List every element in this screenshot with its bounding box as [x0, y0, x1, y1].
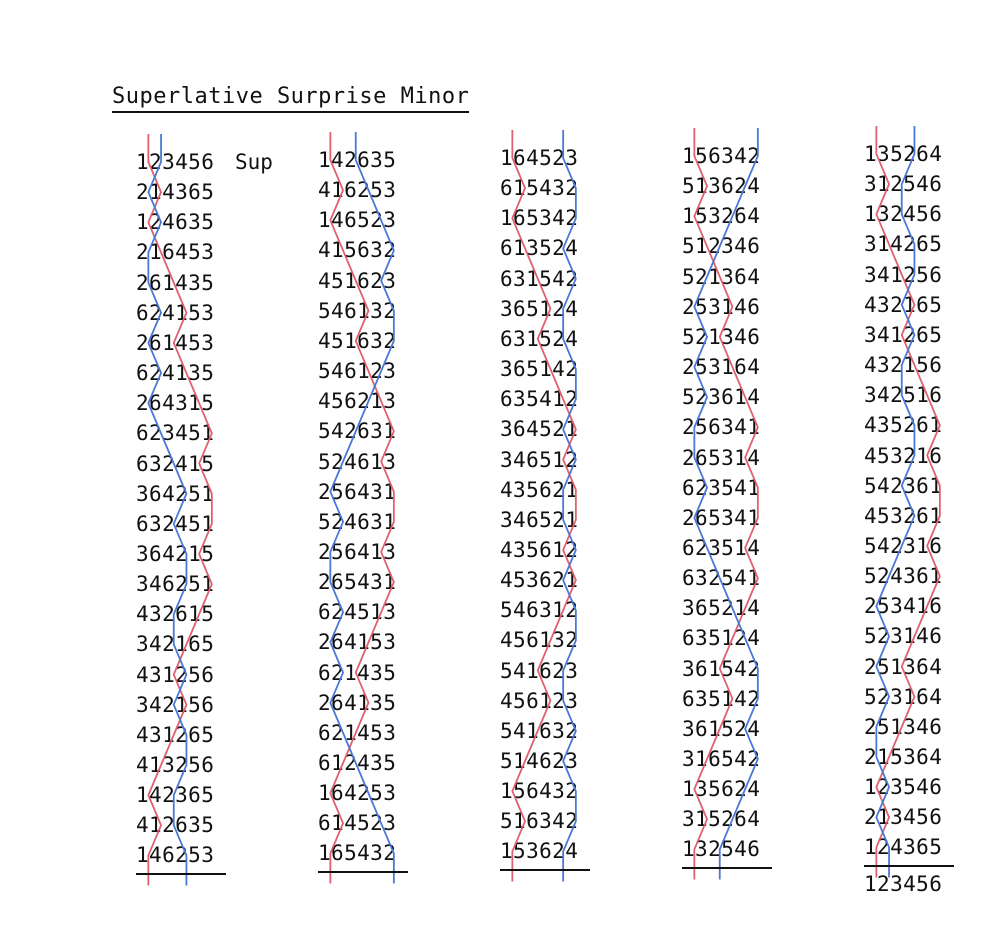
change-row: 256431 [318, 479, 397, 504]
change-row: 165432 [318, 841, 397, 866]
change-row: 431256 [136, 662, 215, 687]
change-row: 164253 [318, 781, 397, 806]
change-row: 253416 [864, 594, 943, 619]
change-row: 253164 [682, 355, 761, 380]
change-row: 156432 [500, 779, 579, 804]
change-row: 142635 [318, 148, 397, 172]
change-row: 541632 [500, 718, 579, 743]
change-row: 451632 [318, 328, 397, 353]
change-row: 623514 [682, 535, 761, 560]
lead-end-rule [136, 873, 226, 875]
change-row: 124635 [136, 210, 215, 235]
change-row: 456132 [500, 628, 579, 653]
change-row: 542361 [864, 473, 943, 498]
change-row: 361524 [682, 716, 761, 741]
change-row: 253146 [682, 294, 761, 319]
change-row: 165342 [500, 206, 579, 231]
change-row: 453261 [864, 503, 943, 528]
change-row: 624153 [136, 300, 215, 325]
change-row: 435612 [500, 537, 579, 562]
change-row: 146253 [136, 843, 215, 868]
change-row: 451623 [318, 268, 397, 293]
change-row: 523614 [682, 385, 761, 410]
change-row: 342165 [136, 632, 215, 657]
change-row: 521364 [682, 264, 761, 289]
change-row: 514623 [500, 749, 579, 773]
change-row: 261435 [136, 270, 215, 295]
change-row: 615432 [500, 176, 579, 201]
change-row: 341265 [864, 322, 943, 347]
change-row: 432615 [136, 602, 215, 627]
change-row: 314265 [864, 232, 943, 257]
change-row: 456123 [500, 688, 579, 713]
method-title: Superlative Surprise Minor [112, 84, 469, 113]
change-row: 453216 [864, 443, 943, 468]
change-row: 624513 [318, 600, 397, 625]
change-row: 524361 [864, 564, 943, 589]
change-row: 215364 [864, 745, 943, 769]
lead-label: Sup [235, 150, 273, 174]
change-row: 365124 [500, 296, 579, 321]
change-row: 432156 [864, 353, 943, 378]
change-row: 623451 [136, 421, 215, 446]
change-row: 256413 [318, 539, 397, 564]
change-row: 251364 [864, 654, 943, 679]
change-row: 146523 [318, 208, 397, 233]
change-row: 435621 [500, 477, 579, 502]
change-row: 613524 [500, 236, 579, 261]
change-row: 132546 [682, 837, 761, 862]
change-row: 513624 [682, 174, 761, 199]
change-row: 261453 [136, 330, 215, 355]
change-row: 624135 [136, 361, 215, 386]
change-row: 265341 [682, 505, 761, 530]
change-row: 524613 [318, 449, 397, 474]
change-row: 264315 [136, 391, 215, 416]
change-row: 621453 [318, 720, 397, 745]
change-row: 341256 [864, 262, 943, 287]
change-row: 523164 [864, 684, 943, 709]
change-row: 153624 [500, 839, 579, 864]
change-row: 635124 [682, 626, 761, 651]
change-row: 623541 [682, 475, 761, 500]
change-row: 546123 [318, 359, 397, 384]
change-row: 361542 [682, 656, 761, 681]
lead-end-rule [500, 869, 590, 871]
change-row: 412635 [136, 813, 215, 838]
change-row: 164523 [500, 146, 579, 170]
change-row: 512346 [682, 234, 761, 259]
change-row: 342516 [864, 383, 943, 408]
change-row: 365142 [500, 357, 579, 382]
change-row: 632451 [136, 511, 215, 536]
change-row: 132456 [864, 202, 943, 227]
change-row: 135624 [682, 777, 761, 802]
change-row: 256341 [682, 415, 761, 440]
change-row: 153264 [682, 204, 761, 229]
change-row: 614523 [318, 811, 397, 836]
change-row: 142365 [136, 783, 215, 808]
lead-end-rule [318, 871, 408, 873]
change-row: 264153 [318, 630, 397, 655]
change-row: 431265 [136, 722, 215, 747]
change-row: 265314 [682, 445, 761, 470]
change-row: 364521 [500, 417, 579, 442]
change-row: 315264 [682, 807, 761, 832]
change-row: 435261 [864, 413, 943, 438]
change-row: 264135 [318, 690, 397, 715]
change-row: 123456 [136, 150, 215, 174]
lead-end-rule [864, 865, 954, 867]
change-row: 342156 [136, 692, 215, 717]
change-row: 632415 [136, 451, 215, 476]
change-row: 135264 [864, 142, 943, 166]
change-row: 542631 [318, 419, 397, 444]
change-row: 631542 [500, 266, 579, 291]
lead-end-rule [682, 867, 772, 869]
change-row: 365214 [682, 596, 761, 621]
change-row: 453621 [500, 568, 579, 593]
change-row: 213456 [864, 805, 943, 830]
change-row: 346251 [136, 572, 215, 597]
change-row: 415632 [318, 238, 397, 263]
change-row: 312546 [864, 172, 943, 197]
change-row: 631524 [500, 326, 579, 351]
change-row: 523146 [864, 624, 943, 649]
change-row: 364215 [136, 541, 215, 566]
change-row: 516342 [500, 809, 579, 834]
change-row: 364251 [136, 481, 215, 506]
change-row: 632541 [682, 566, 761, 591]
change-row: 265431 [318, 570, 397, 595]
change-row: 216453 [136, 240, 215, 265]
change-row: 621435 [318, 660, 397, 685]
change-row: 124365 [864, 835, 943, 860]
change-row: 524631 [318, 509, 397, 534]
change-row: 251346 [864, 714, 943, 739]
change-row: 542316 [864, 533, 943, 558]
change-row: 214365 [136, 180, 215, 205]
change-row: 612435 [318, 751, 397, 775]
change-row: 416253 [318, 178, 397, 203]
change-row: 546312 [500, 598, 579, 623]
change-row: 521346 [682, 324, 761, 349]
change-row: 346512 [500, 447, 579, 472]
change-row: 546132 [318, 298, 397, 323]
change-row: 156342 [682, 144, 761, 168]
change-row: 316542 [682, 747, 761, 771]
final-rounds-row: 123456 [864, 871, 943, 896]
change-row: 456213 [318, 389, 397, 414]
change-row: 346521 [500, 507, 579, 532]
change-row: 541623 [500, 658, 579, 683]
change-row: 123546 [864, 775, 943, 800]
change-row: 635412 [500, 387, 579, 412]
change-row: 635142 [682, 686, 761, 711]
change-row: 413256 [136, 753, 215, 777]
change-row: 432165 [864, 292, 943, 317]
